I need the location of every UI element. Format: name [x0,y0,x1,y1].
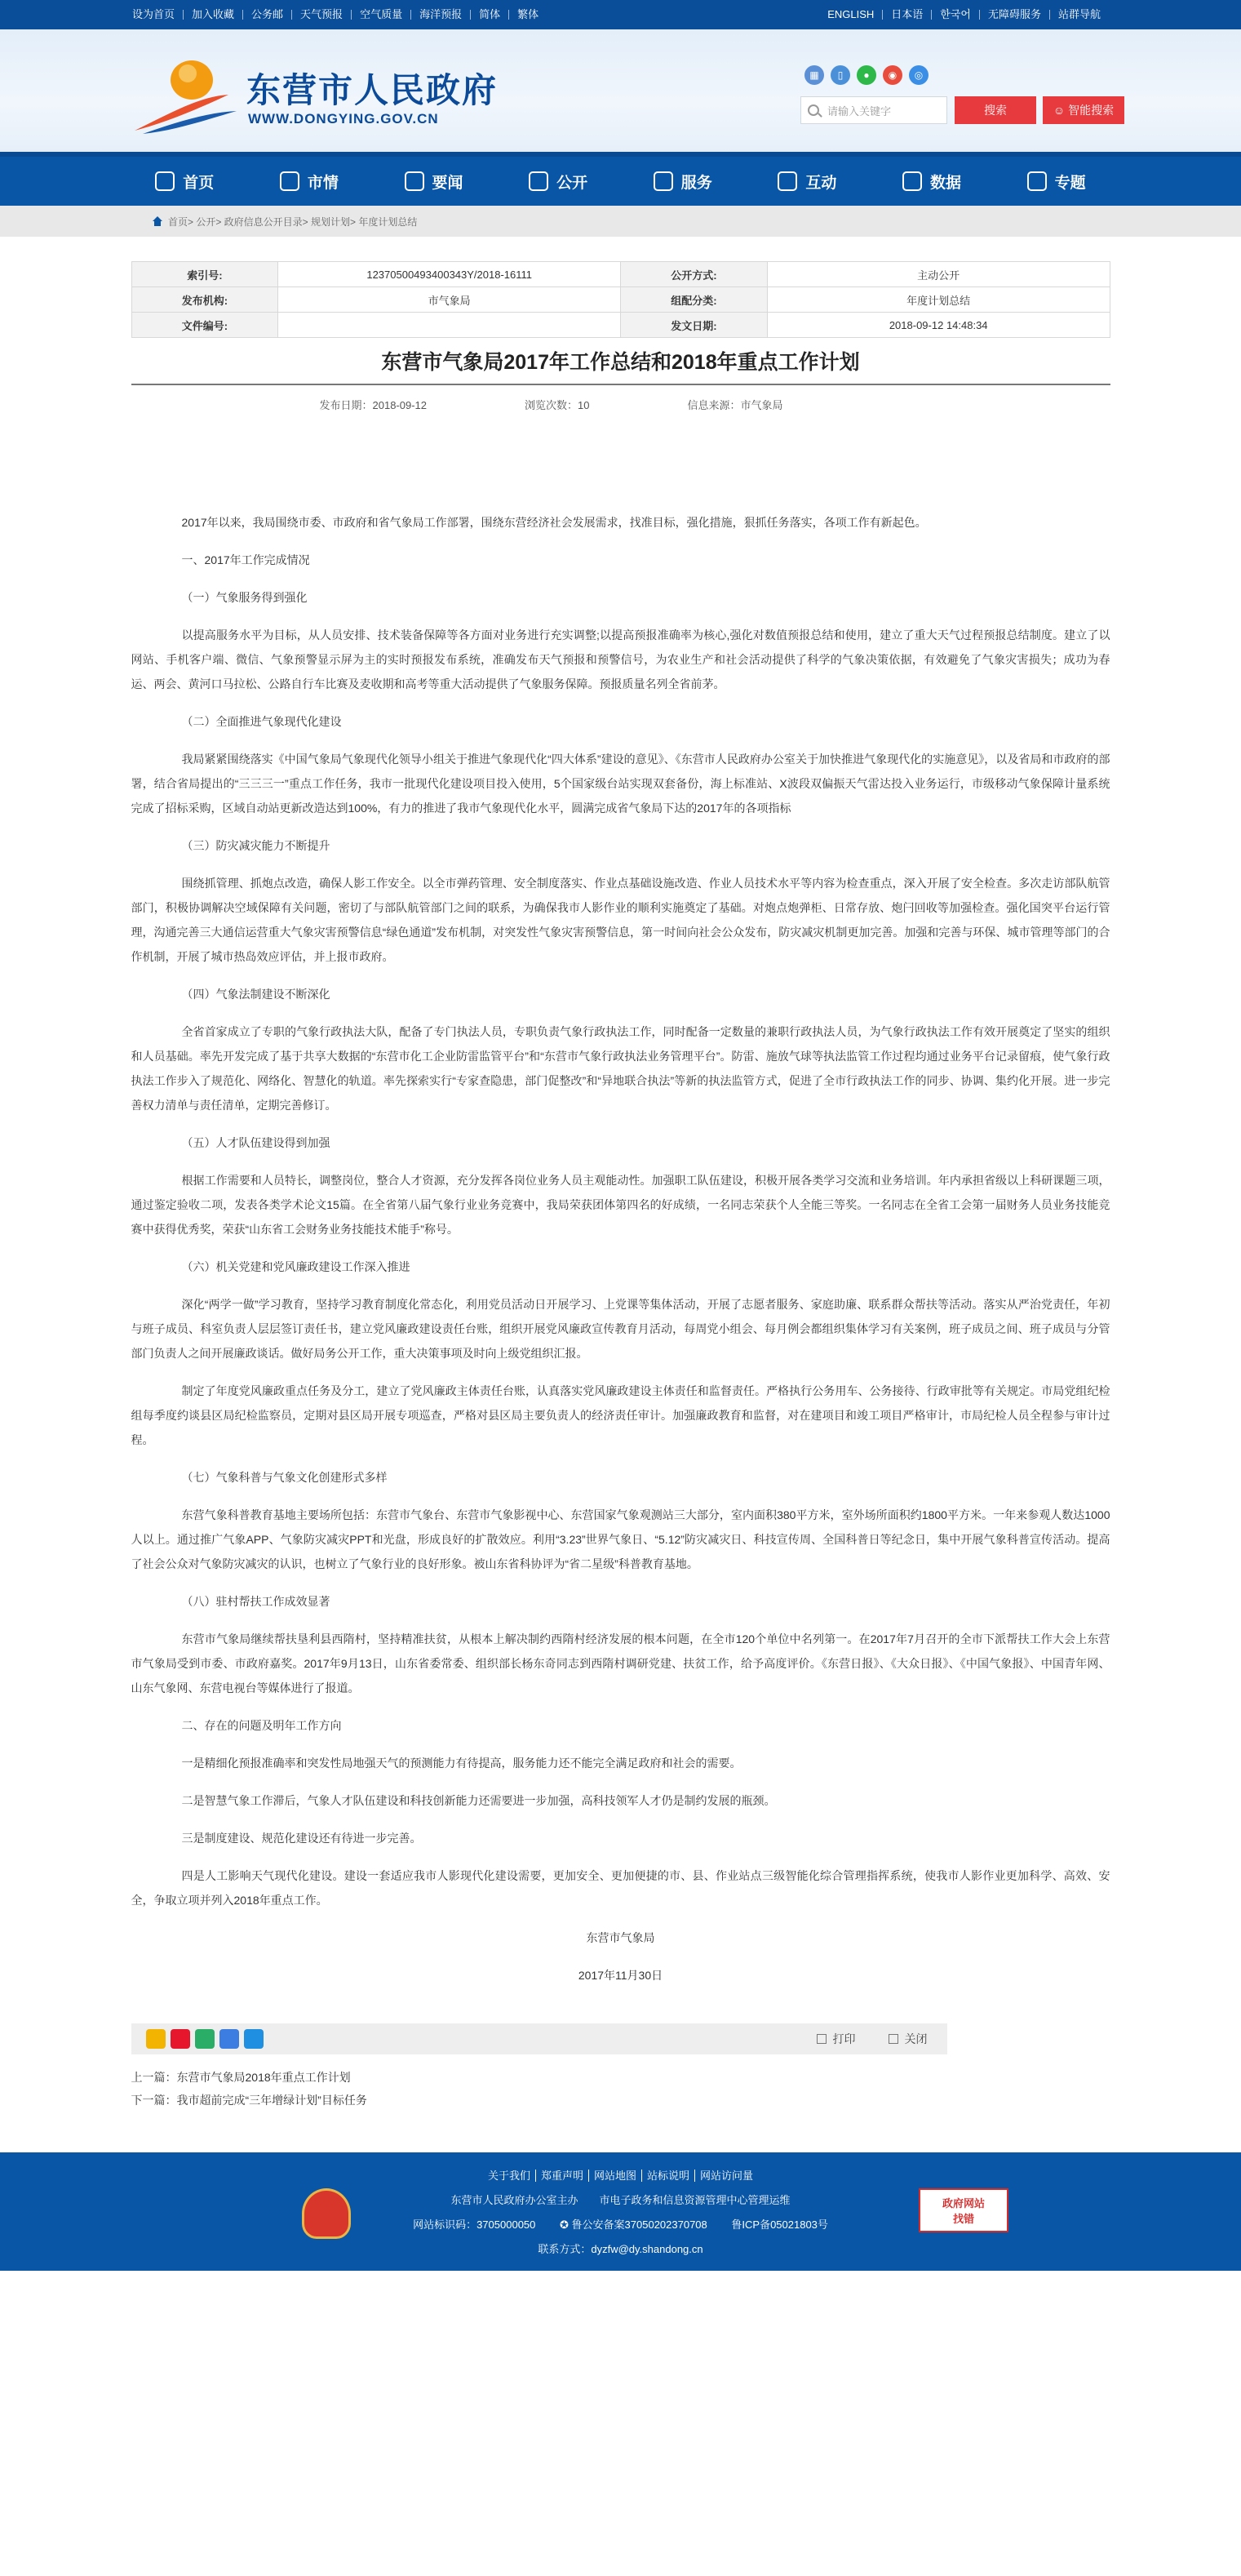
article-paragraph: （三）防灾减灾能力不断提升 [181,839,330,852]
article-paragraph: 我局紧紧围绕落实《中国气象局气象现代化领导小组关于推进气象现代化“四大体系”建设的意见》、《东营市人民政府办公室关于加快推进气象现代化的实施意见》，以及省局和市政府的部署，结合省局提出的“三三三一”重点工作任务，我市一批现代化建设项目投入使用，5个国家级台站实现双套备份，海上标准站、X波段双偏振天气雷达投入业务运行，市级移动气象保障计量系统完成了招标采购，区域自动站更新改造达到100%，有力的推进了我市气象现代化水平，圆满完成省气象局下达的2017年的各项指标 [131,753,1110,815]
gov-site-error-badge[interactable] [919,2188,1008,2232]
top-link[interactable]: 加入收藏 [184,10,243,20]
nav-item[interactable] [371,171,496,193]
next-article-link[interactable]: 下一篇：我市超前完成“三年增绿计划”目标任务 [131,2094,367,2107]
print-icon [817,2034,827,2044]
top-link[interactable]: 한국어 [932,10,980,20]
top-link[interactable]: 海洋预报 [411,10,471,20]
article-paragraph: 以提高服务水平为目标，从人员安排、技术装备保障等各方面对业务进行充实调整;以提高预报准确率为核心,强化对数值预报总结和使用，建立了重大天气过程预报总结制度。建立了以网站、手机客户端、微信、气象预警显示屏为主的实时预报发布系统，准确发布天气预报和预警信号，为农业生产和社会活动提供了科学的气象决策依据，有效避免了气象灾害损失；成功为春运、两会、黄河口马拉松、公路自行车比赛及麦收期和高考等重大活动提供了气象服务保障。预报质量名列全省前茅。 [131,628,1110,691]
article-paragraph: （六）机关党建和党风廉政建设工作深入推进 [181,1260,410,1273]
method-label: 公开方式: [621,262,768,287]
badge-top: 政府网站 [942,2197,985,2210]
article-paragraph: 全省首家成立了专职的气象行政执法大队，配备了专门执法人员，专职负责气象行政执法工作，同时配备一定数量的兼职行政执法人员，为气象行政执法工作有效开展奠定了坚实的组织和人员基础。率先开发完成了基于共享大数据的“东营市化工企业防雷监管平台”和“东营市气象行政执法业务管理平台”。防雷、施放气球等执法监管工作过程均通过业务平台记录留痕，使气象行政执法工作步入了规范化、网络化、智慧化的轨道。率先探索实行“专家查隐患，部门促整改”和“异地联合执法”等新的执法监管方式，促进了全市行政执法工作的同步、协调、集约化开展。进一步完善权力清单与责任清单，定期完善修订。 [131,1025,1110,1112]
badge-bottom: 找错 [952,2213,974,2225]
chat-icon [778,171,797,191]
search-input[interactable] [800,96,947,124]
article-signature-block [131,1925,1110,1988]
article-paragraph: （二）全面推进气象现代化建设 [181,715,342,728]
nav-item-label: 服务 [680,174,712,192]
eye-icon [529,171,548,191]
top-link[interactable]: 日本语 [883,10,932,20]
home-icon [155,171,175,191]
share-qzone-icon[interactable] [146,2029,166,2049]
site-header [0,29,1241,152]
index-value: 12370500493400343Y/2018-16111 [278,262,621,287]
org-value: 市气象局 [278,287,621,313]
nav-item[interactable] [994,171,1119,193]
nav-item[interactable] [247,171,372,193]
top-link[interactable]: 空气质量 [352,10,411,20]
article-paragraph: （五）人才队伍建设得到加强 [181,1136,330,1149]
info-source: 信息来源：市气象局 [687,399,783,411]
weibo-app-icon[interactable]: ▦ [804,65,824,85]
print-button[interactable] [817,2031,856,2047]
top-link[interactable]: 公务邮 [243,10,292,20]
main-nav [0,152,1241,206]
top-link[interactable]: ENGLISH [827,10,883,20]
top-right-links [827,10,1109,20]
view-count: 浏览次数：10 [525,399,590,411]
meta-table [131,261,1110,338]
home-icon [152,216,163,226]
share-buttons [146,2029,264,2049]
article-paragraph: 三是制度建设、规范化建设还有待进一步完善。 [181,1832,422,1845]
data-icon [902,171,922,191]
nav-item[interactable] [870,171,995,193]
breadcrumb-bar [0,206,1241,237]
footer-host: 东营市人民政府办公室主办 市电子政务和信息资源管理中心管理运维 [450,2194,791,2206]
share-more-icon[interactable] [244,2029,264,2049]
print-label: 打印 [832,2032,856,2045]
org-label: 发布机构: [131,287,278,313]
nav-item-label: 首页 [183,174,215,192]
weibo-icon[interactable]: ◉ [883,65,902,85]
footer-link[interactable]: 郑重声明 [536,2170,589,2182]
footer-links [122,2167,1119,2183]
nav-item[interactable] [621,171,746,193]
article-paragraph: 2017年以来，我局围绕市委、市政府和省气象局工作部署，围绕东营经济社会发展需求，找准目标，强化措施，狠抓任务落实，各项工作有新起色。 [181,516,927,529]
method-value: 主动公开 [767,262,1110,287]
robot-icon: ☺ [1053,104,1066,117]
share-wechat-icon[interactable] [195,2029,215,2049]
footer-site-id: 网站标识码：3705000050 [413,2218,536,2231]
docno-value [278,313,621,338]
nav-item[interactable] [496,171,621,193]
breadcrumb[interactable]: 首页> 公开> 政府信息公开目录> 规划计划> 年度计划总结 [168,215,418,228]
list-icon [405,171,424,191]
top-link[interactable]: 繁体 [517,8,539,20]
smart-search-label: 智能搜索 [1068,104,1115,117]
footer-link[interactable]: 关于我们 [483,2170,536,2182]
header-share-icons [804,65,929,85]
document-icon [1027,171,1047,191]
smart-search-button[interactable] [1043,96,1124,124]
search-icon [808,104,819,116]
share-weibo-icon[interactable] [171,2029,190,2049]
sign-date: 2017年11月30日 [578,1969,663,1982]
accessibility-icon[interactable]: ◎ [909,65,929,85]
article-paragraph: 二、存在的问题及明年工作方向 [181,1719,342,1732]
article-paragraph: 深化“两学一做”学习教育，坚持学习教育制度化常态化，利用党员活动日开展学习、上党课等集体活动，开展了志愿者服务、家庭助廉、联系群众帮扶等活动。落实从严治党责任，年初与班子成员、科室负责人层层签订责任书，建立党风廉政建设责任台账，组织开展党风廉政宣传教育月活动，每周党小组会、每月例会都组织集体学习有关案例，班子成员之间、班子成员与分管部门负责人之间开展廉政谈话。做好局务公开工作，重大决策事项及时向上级党组织汇报。 [131,1298,1110,1360]
article-paragraph: 根据工作需要和人员特长，调整岗位，整合人才资源，充分发挥各岗位业务人员主观能动性。加强职工队伍建设，积极开展各类学习交流和业务培训。年内承担省级以上科研课题三项，通过鉴定验收二项，发表各类学术论文15篇。在全省第八届气象行业业务竞赛中，我局荣获团体第四名的好成绩，一名同志荣获个人全能三等奖。一名同志在全省工会第一届财务人员业务技能竞赛中获得优秀奖，荣获“山东省工会财务业务技能技术能手”称号。 [131,1174,1110,1236]
category-label: 组配分类: [621,287,768,313]
article-paragraph: 一、2017年工作完成情况 [181,553,310,566]
nav-item[interactable] [122,171,247,193]
top-link[interactable]: 无障碍服务 [980,10,1050,20]
index-label: 索引号: [131,262,278,287]
article-paragraph: 围绕抓管理、抓炮点改造，确保人影工作安全。以全市弹药管理、安全制度落实、作业点基础设施改造、作业人员技术水平等内容为检查重点，深入开展了安全检查。多次走访部队航管部门，积极协调解决空域保障有关问题，密切了与部队航管部门之间的联系，为确保我市人影作业的顺利实施奠定了基础。对炮点炮弹柜、日常存放、炮闩回收等加强检查。强化国突平台运行管理，沟通完善三大通信运营重大气象灾害预警信息“绿色通道”发布机制，对突发性气象灾害预警信息，第一时间向社会公众发布，防灾减灾机制更加完善。加强和完善与环保、城市管理等部门的合作机制，开展了城市热岛效应评估，并上报市政府。 [131,877,1110,963]
article-paragraph: （七）气象科普与气象文化创建形式多样 [181,1471,388,1484]
date-label: 发文日期: [621,313,768,338]
publish-date: 发布日期：2018-09-12 [319,399,427,411]
article-paragraph: （一）气象服务得到强化 [181,591,308,604]
main-content [131,261,1110,2112]
city-icon [280,171,299,191]
nav-item-label: 要闻 [432,174,463,192]
nav-item-label: 互动 [805,174,837,192]
article-paragraph: 一是精细化预报准确率和突发性局地强天气的预测能力有待提高，服务能力还不能完全满足政府和社会的需要。 [181,1757,742,1770]
top-left-links [132,10,547,20]
article-tools [817,2031,928,2047]
article-paragraph: 东营气象科普教育基地主要场所包括：东营市气象台、东营市气象影视中心、东营国家气象观测站三大部分，室内面积380平方米，室外场所面积约1800平方米。一年来参观人数达1000人以上。通过推广气象APP、气象防灾减灾PPT和光盘，形成良好的扩散效应。利用“3.23”世界气象日、“5.12”防灾减灾日、科技宣传周、全国科普日等纪念日，集中开展气象科普宣传活动。提高了社会公众对气象防灾减灾的认识，也树立了气象行业的良好形象。被山东省科协评为“省二星级”科普教育基地。 [131,1508,1110,1570]
article-paragraph: 东营市气象局继续帮扶垦利县西隋村，坚持精准扶贫，从根本上解决制约西隋村经济发展的根本问题，在全市120个单位中名列第一。在2017年7月召开的全市下派帮扶工作大会上东营市气象局受到市委、市政府嘉奖。2017年9月13日，山东省委常委、组织部长杨东奇同志到西隋村调研党建、扶贫工作，给予高度评价。《东营日报》、《大众日报》、《中国气象报》、中国青年网、山东气象网、东营电视台等媒体进行了报道。 [131,1632,1110,1694]
nav-item[interactable] [745,171,870,193]
site-url: WWW.DONGYING.GOV.CN [248,111,439,127]
article-paragraph: 制定了年度党风廉政重点任务及分工，建立了党风廉政主体责任台账，认真落实党风廉政建设主体责任和监督责任。严格执行公务用车、公务接待、行政审批等有关规定。市局党组纪检组每季度约谈县区局纪检监察员，定期对县区局开展专项巡查，严格对县区局主要负责人的经济责任审计。加强廉政教育和监督，对在建项目和竣工项目严格审计，市局纪检人员全程参与审计过程。 [131,1384,1110,1446]
wechat-icon[interactable]: ● [857,65,876,85]
nav-item-label: 公开 [556,174,588,192]
category-value: 年度计划总结 [767,287,1110,313]
prev-article-link[interactable]: 上一篇：东营市气象局2018年重点工作计划 [131,2071,351,2084]
footer-police: 鲁公安备案37050202370708 [571,2218,707,2231]
footer-link[interactable]: 网站地图 [589,2170,642,2182]
top-bar [0,0,1241,29]
search-button[interactable]: 搜索 [955,96,1036,124]
top-link[interactable]: 简体 [471,10,509,20]
footer-link[interactable]: 网站访问量 [700,2170,754,2182]
nav-item-label: 市情 [307,174,339,192]
site-footer [0,2152,1241,2271]
article-title: 东营市气象局2017年工作总结和2018年重点工作计划 [131,346,1110,385]
close-label: 关闭 [904,2032,928,2045]
footer-icp: 鲁ICP备05021803号 [731,2218,828,2231]
nav-item-label: 数据 [930,174,962,192]
article-paragraph: （四）气象法制建设不断深化 [181,988,330,1001]
prev-next [131,2066,1110,2112]
article-info [131,397,1110,412]
signature: 东营市气象局 [586,1931,655,1944]
close-button[interactable] [889,2031,928,2047]
site-title: 东营市人民政府 [246,70,499,110]
date-value: 2018-09-12 14:48:34 [767,313,1110,338]
footer-contact: 联系方式：dyzfw@dy.shandong.cn [538,2243,703,2255]
police-icon: ✪ [560,2218,569,2231]
article-paragraph: 二是智慧气象工作滞后，气象人才队伍建设和科技创新能力还需要进一步加强，高科技领军人才仍是制约发展的瓶颈。 [181,1794,776,1807]
article-paragraph: 四是人工影响天气现代化建设。建设一套适应我市人影现代化建设需要，更加安全、更加便捷的市、县、作业站点三级智能化综合管理指挥系统，使我市人影作业更加科学、高效、安全，争取立项并列入2018年重点工作。 [131,1869,1110,1907]
mobile-icon[interactable]: ▯ [831,65,850,85]
top-link[interactable]: 天气预报 [292,10,352,20]
footer-link[interactable]: 站标说明 [642,2170,695,2182]
party-gov-emblem-icon[interactable] [302,2188,351,2239]
article-toolbar [131,2023,947,2054]
article-paragraph: （八）驻村帮扶工作成效显著 [181,1595,330,1608]
docno-label: 文件编号: [131,313,278,338]
article-body [131,510,1110,1912]
close-icon [889,2034,898,2044]
top-link[interactable]: 设为首页 [132,10,184,20]
top-link[interactable]: 站群导航 [1057,8,1101,20]
heart-icon [654,171,673,191]
search-placeholder: 请输入关键字 [827,104,892,118]
share-renren-icon[interactable] [219,2029,239,2049]
nav-item-label: 专题 [1054,174,1086,192]
